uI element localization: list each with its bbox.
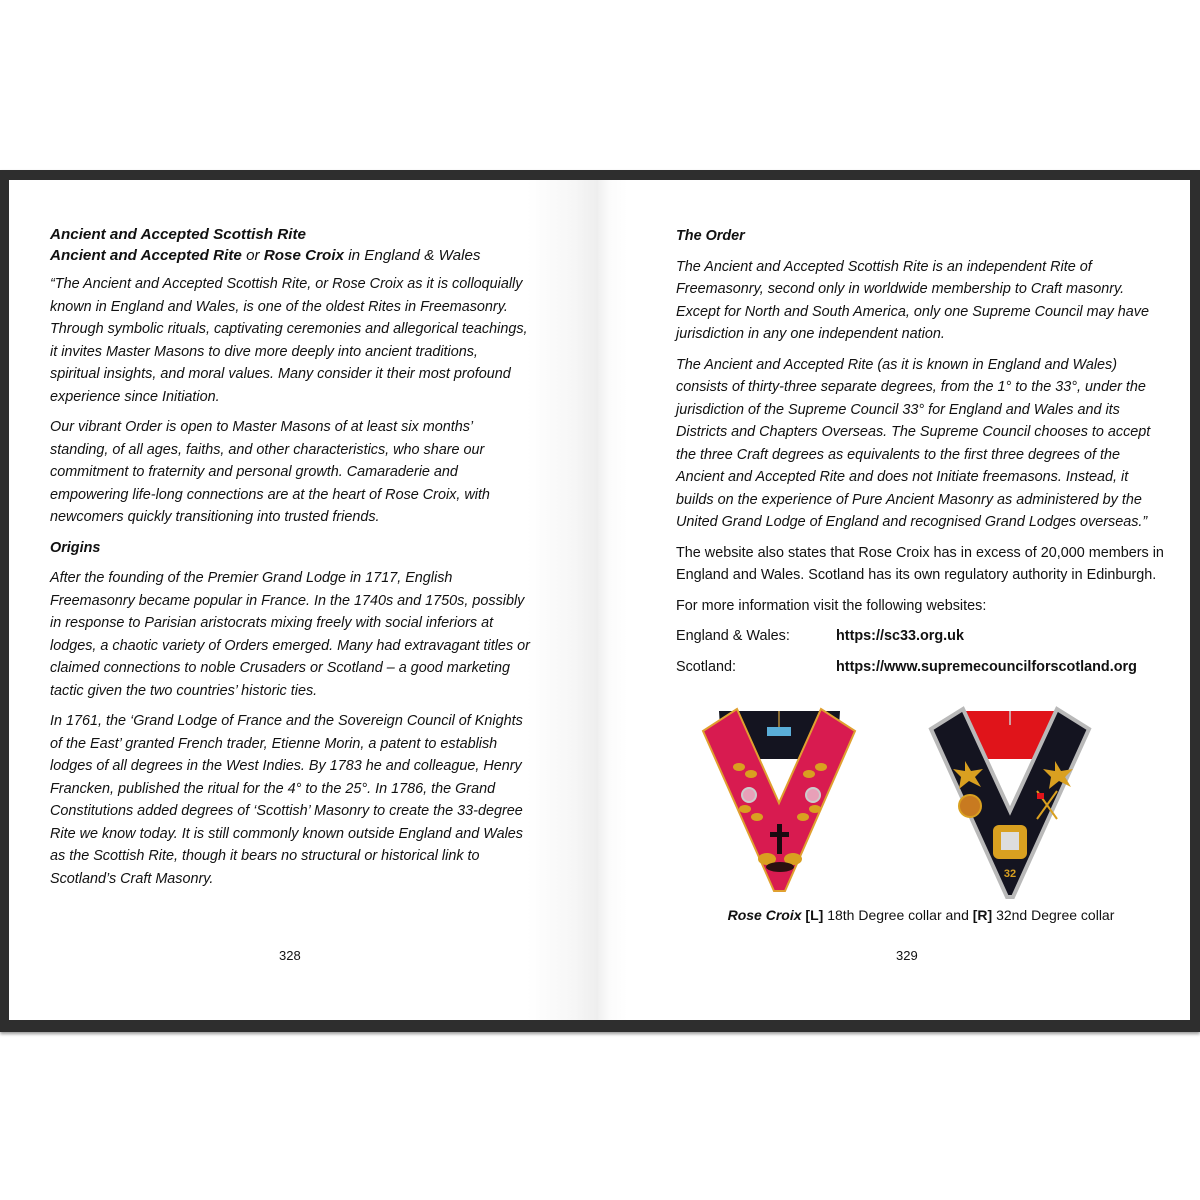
website-link[interactable]: https://sc33.org.uk xyxy=(836,628,964,644)
website-row xyxy=(676,625,1166,648)
origins-heading: Origins xyxy=(50,539,101,556)
right-page xyxy=(598,180,1190,1020)
32nd-degree-collar-image xyxy=(925,699,1095,899)
left-page xyxy=(9,180,598,1020)
paragraph: Our vibrant Order is open to Master Masons of at least six months’ standing, of all ages, faiths, and other characteristics, who share our commitment to fraternity and personal growth. Camaraderie and empowering life-long connections are at the heart of Rose Croix, with newcomers quickly transitioning into trusted friends. xyxy=(50,419,490,525)
paragraph: The Ancient and Accepted Rite (as it is known in England and Wales) consists of thirty-three separate degrees, from the 1° to the 33°, under the jurisdiction of the Supreme Council 33° for England and Wales and its Districts and Chapters Overseas. The Supreme Council chooses to accept the three Craft degrees as equivalents to the first three degrees of the Ancient and Accepted Rite and does not Initiate freemasons. Instead, it builds on the experience of Pure Ancient Masonry as administered by the United Grand Lodge of England and recognised Grand Lodges overseas.” xyxy=(676,356,1151,530)
section-subtitle xyxy=(50,245,530,267)
caption-right-tag: [R] xyxy=(972,907,993,923)
subtitle-part: Rose Croix xyxy=(263,247,344,264)
rose-croix-18th-collar-image xyxy=(697,699,862,894)
paragraph: The Ancient and Accepted Scottish Rite is an independent Rite of Freemasonry, second only in worldwide membership to Craft masonry. Except for North and South America, only one Supreme Council may have jurisdiction in any one independent nation. xyxy=(676,258,1150,342)
paragraph: “The Ancient and Accepted Scottish Rite, or Rose Croix as it is colloquially known in England and Wales, is one of the oldest Rites in Freemasonry. Through symbolic rituals, captivating ceremonies and allegorical teachings, it invites Master Masons to dive more deeply into ancient traditions, spiritual insights, and moral values. Many consider it their most profound experience since Initiation. xyxy=(50,276,528,405)
paragraph: For more information visit the following websites: xyxy=(676,597,987,614)
website-row xyxy=(676,656,1166,679)
right-page-text xyxy=(676,225,1166,686)
caption-italic: Rose Croix xyxy=(727,907,802,923)
book-spread xyxy=(9,180,1190,1020)
section-title: Ancient and Accepted Scottish Rite xyxy=(50,226,306,243)
collar-number: 32 xyxy=(1003,868,1017,880)
collar-images xyxy=(697,699,1097,899)
caption-text: 18th Degree collar and xyxy=(823,907,973,923)
the-order-heading: The Order xyxy=(676,228,745,244)
website-link[interactable]: https://www.supremecouncilforscotland.org xyxy=(836,658,1137,675)
left-page-text xyxy=(50,225,530,898)
subtitle-part: or xyxy=(241,247,264,264)
page-number: 329 xyxy=(896,948,918,963)
subtitle-part: in England & Wales xyxy=(344,247,481,264)
page-number: 328 xyxy=(279,948,301,963)
caption-text: 32nd Degree collar xyxy=(992,907,1115,923)
caption-left-tag: [L] xyxy=(805,907,824,923)
website-label: England & Wales: xyxy=(676,628,790,644)
subtitle-part: Ancient and Accepted Rite xyxy=(50,247,242,264)
paragraph: The website also states that Rose Croix has in excess of 20,000 members in England and Wales. Scotland has its own regulatory authority in Edinburgh. xyxy=(676,544,1164,583)
paragraph: After the founding of the Premier Grand Lodge in 1717, English Freemasonry became popular in France. In the 1740s and 1750s, possibly in response to Parisian aristocrats mixing freely with social inferiors at lodges, a chaotic variety of Orders emerged. Many had extravagant titles or claimed connections to noble Crusaders or Scotland – a good marketing tactic given the two countries’ historic ties. xyxy=(50,570,530,699)
image-caption xyxy=(676,907,1166,923)
website-label: Scotland: xyxy=(676,658,737,675)
paragraph: In 1761, the ‘Grand Lodge of France and the Sovereign Council of Knights of the East’ granted French trader, Etienne Morin, a patent to establish lodges of all degrees in the West Indies. By 1783 he and colleague, Henry Francken, published the ritual for the 4° to the 25°. In 1786, the Grand Constitutions added degrees of ‘Scottish’ Masonry to create the 33-degree Rite we know today. It is still commonly known outside England and Wales as the Scottish Rite, though it bears no structural or historical link to Scotland’s Craft Masonry. xyxy=(50,713,523,887)
